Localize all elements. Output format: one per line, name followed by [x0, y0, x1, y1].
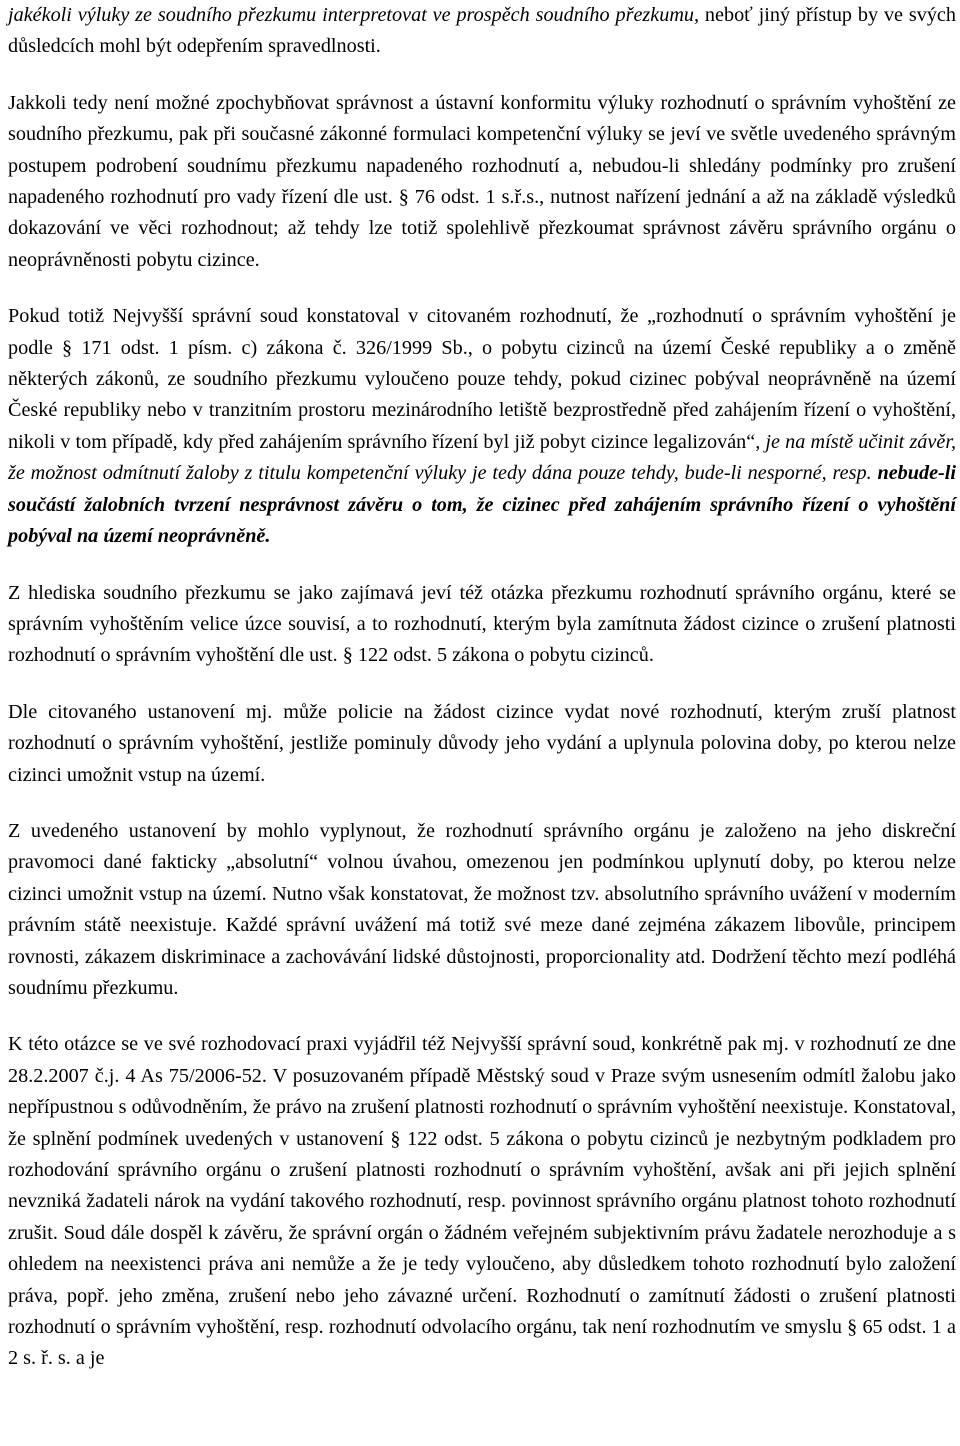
paragraph-text: Dle citovaného ustanovení mj. může policie na žádost cizince vydat nové rozhodnutí, kterým zruší platnost rozhodnutí o správním vyhoštění, jestliže pominuly důvody jeho vydání a uplynula polovina doby, po kterou nelze cizinci umožnit vstup na území.: [8, 700, 956, 786]
paragraph-4: [8, 578, 956, 672]
paragraph-text: Z hlediska soudního přezkumu se jako zajímavá jeví též otázka přezkumu rozhodnutí správního orgánu, které se správním vyhoštěním velice úzce souvisí, a to rozhodnutí, kterým byla zamítnuta žádost cizince o zrušení platnosti rozhodnutí o správním vyhoštění dle ust. § 122 odst. 5 zákona o pobytu cizinců.: [8, 581, 956, 667]
paragraph-7: [8, 1029, 956, 1374]
paragraph-text: , neboť jiný přístup by ve svých důsledcích mohl být odepřením spravedlnosti.: [8, 4, 956, 58]
paragraph-6: [8, 816, 956, 1004]
paragraph-text: Pokud totiž Nejvyšší správní soud konstatoval v citovaném rozhodnutí, že „rozhodnutí o správním vyhoštění je podle § 171 odst. 1 písm. c) zákona č. 326/1999 Sb., o pobytu cizinců na území České republiky a o změně některých zákonů, ze soudního přezkumu vyloučeno pouze tehdy, pokud cizinec pobýval neoprávněně na území České republiky nebo v tranzitním prostoru mezinárodního letiště bezprostředně před zahájením řízení o vyhoštění, nikoli v tom případě, kdy před zahájením správního řízení byl již pobyt cizince legalizován“,: [8, 305, 956, 453]
paragraph-text: K této otázce se ve své rozhodovací praxi vyjádřil též Nejvyšší správní soud, konkrétně pak mj. v rozhodnutí ze dne 28.2.2007 č.j. 4 As 75/2006-52. V posuzovaném případě Městský soud v Praze svým usnesením odmítl žalobu jako nepřípustnou s odůvodněním, že právo na zrušení platnosti rozhodnutí o správním vyhoštění neexistuje. Konstatoval, že splnění podmínek uvedených v ustanovení § 122 odst. 5 zákona o pobytu cizinců je nezbytným podkladem pro rozhodování správního orgánu o zrušení platnosti rozhodnutí o správním vyhoštění, avšak ani při jejich splnění nevzniká žadateli nárok na vydání takového rozhodnutí, resp. povinnost správního orgánu platnost tohoto rozhodnutí zrušit. Soud dále dospěl k závěru, že správní orgán o žádném veřejném subjektivním právu žadatele nerozhoduje a s ohledem na neexistenci práva ani nemůže a že je tedy vyloučeno, aby důsledkem tohoto rozhodnutí bylo založení práva, popř. jeho změna, zrušení nebo jeho závazné určení. Rozhodnutí o zamítnutí žádosti o zrušení platnosti rozhodnutí o správním vyhoštění, resp. rozhodnutí odvolacího orgánu, tak není rozhodnutím ve smyslu § 65 odst. 1 a 2 s. ř. s. a je: [8, 1033, 956, 1370]
paragraph-text: Jakkoli tedy není možné zpochybňovat správnost a ústavní konformitu výluky rozhodnutí o správním vyhoštění ze soudního přezkumu, pak při současné zákonné formulaci kompetenční výluky se jeví ve světle uvedeného správným postupem podrobení soudnímu přezkumu napadeného rozhodnutí a, nebudou-li shledány podmínky pro zrušení napadeného rozhodnutí pro vady řízení dle ust. § 76 odst. 1 s.ř.s., nutnost nařízení jednání a až na základě výsledků dokazování ve věci rozhodnout; až tehdy lze totiž spolehlivě přezkoumat správnost závěru správního orgánu o neoprávněnosti pobytu cizince.: [8, 91, 956, 271]
bold-italic-text: nebude-li součástí žalobních tvrzení nesprávnost závěru o tom, že cizinec před zahájením správního řízení o vyhoštění pobýval na území neoprávněně.: [8, 462, 956, 548]
document-page: [8, 0, 956, 1400]
paragraph-2: [8, 88, 956, 276]
italic-text: je na místě učinit závěr, že možnost odmítnutí žaloby z titulu kompetenční výluky je tedy dána pouze tehdy, bude-li nesporné, resp.: [8, 430, 956, 485]
paragraph-1: [8, 0, 956, 63]
italic-text: jakékoli výluky ze soudního přezkumu interpretovat ve prospěch soudního přezkumu: [8, 4, 694, 26]
paragraph-5: [8, 697, 956, 791]
paragraph-text: Z uvedeného ustanovení by mohlo vyplynout, že rozhodnutí správního orgánu je založeno na jeho diskreční pravomoci dané fakticky „absolutní“ volnou úvahou, omezenou jen podmínkou uplynutí doby, po kterou nelze cizinci umožnit vstup na území. Nutno však konstatovat, že možnost tzv. absolutního správního uvážení v moderním právním státě neexistuje. Každé správní uvážení má totiž své meze dané zejména zákazem libovůle, principem rovnosti, zákazem diskriminace a zachovávání lidské důstojnosti, proporcionality atd. Dodržení těchto mezí podléhá soudnímu přezkumu.: [8, 819, 956, 999]
paragraph-3: [8, 301, 956, 552]
